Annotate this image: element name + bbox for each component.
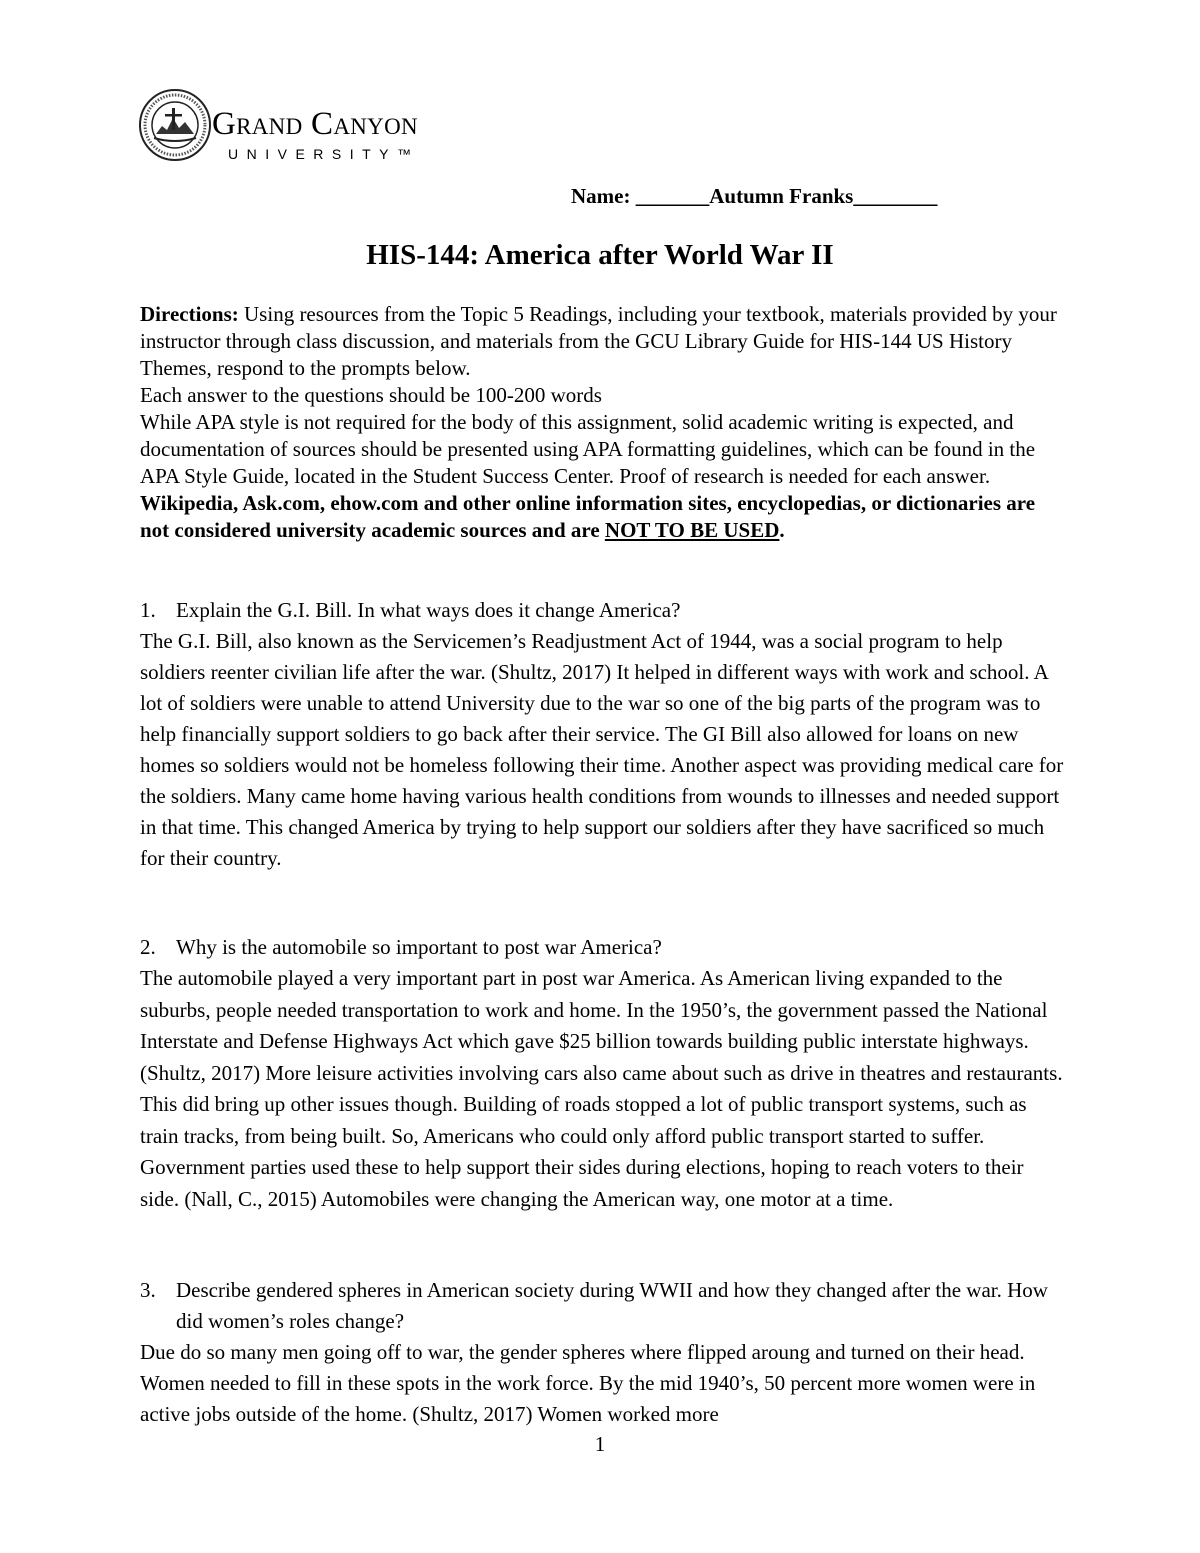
university-logo [138, 88, 458, 163]
question-3-number: 3. [140, 1278, 156, 1302]
word-count-note: Each answer to the questions should be 100-200 words [140, 383, 602, 407]
question-3 [140, 1275, 1065, 1430]
question-2-number: 2. [140, 935, 156, 959]
university-seal-icon [138, 88, 212, 162]
page-title: HIS-144: America after World War II [366, 239, 834, 271]
question-1-text: Explain the G.I. Bill. In what ways does it change America? [176, 598, 681, 622]
answer-3: Due do so many men going off to war, the gender spheres where flipped aroung and turned on their head. Women needed to fill in these spots in the work force. By the mid 1940’s, 50 percent more women were in active jobs outside of the home. (Shultz, 2017) Women worked more [140, 1340, 1036, 1426]
page-number: 1 [594, 1432, 606, 1456]
question-2 [140, 932, 1065, 1215]
sources-warning-end: . [779, 518, 785, 542]
question-3-prompt [140, 1275, 1065, 1337]
directions-paragraph [140, 301, 1065, 382]
question-2-prompt [140, 932, 1065, 963]
question-1-prompt [140, 595, 1065, 626]
logo-subtitle: UNIVERSITY™ [228, 146, 420, 162]
apa-note: While APA style is not required for the body of this assignment, solid academic writing is expected, and documentation of sources should be presented using APA formatting guidelines, which can be found in the APA Style Guide, located in the Student Success Center. Proof of research is needed for each answer. [140, 410, 1036, 488]
logo-wordmark: Grand Canyon [212, 106, 418, 142]
question-1-number: 1. [140, 598, 156, 622]
sources-warning-text: Wikipedia, Ask.com, ehow.com and other online information sites, encyclopedias, or dictionaries are not considered university academic sources and are [140, 491, 1036, 542]
student-name-line [571, 184, 937, 209]
answer-2: The automobile played a very important part in post war America. As American living expanded to the suburbs, people needed transportation to work and home. In the 1950’s, the government passed the National Interstate and Defense Highways Act which gave $25 billion towards building public interstate highways. (Shultz, 2017) More leisure activities involving cars also came about such as drive in theatres and restaurants. This did bring up other issues though. Building of roads stopped a lot of public transport systems, such as train tracks, from being built. So, Americans who could only afford public transport started to suffer. Government parties used these to help support their sides during elections, hoping to reach voters to their side. (Nall, C., 2015) Automobiles were changing the American way, one motor at a time. [140, 966, 1063, 1211]
question-2-text: Why is the automobile so important to post war America? [176, 935, 662, 959]
name-label: Name: [571, 184, 636, 208]
question-3-text: Describe gendered spheres in American society during WWII and how they changed after the war. How did women’s roles change? [176, 1278, 1048, 1333]
answer-1: The G.I. Bill, also known as the Servicemen’s Readjustment Act of 1944, was a social program to help soldiers reenter civilian life after the war. (Shultz, 2017) It helped in different ways with work and school. A lot of soldiers were unable to attend University due to the war so one of the big parts of the program was to help financially support soldiers to go back after their service. The GI Bill also allowed for loans on new homes so soldiers would not be homeless following their time. Another aspect was providing medical care for the soldiers. Many came home having various health conditions from wounds to illnesses and needed support in that time. This changed America by trying to help support our soldiers after they have sacrificed so much for their country. [140, 629, 1064, 870]
directions-text: Using resources from the Topic 5 Readings, including your textbook, materials provided by your instructor through class discussion, and materials from the GCU Library Guide for HIS-144 US History Themes, respond to the prompts below. [140, 302, 1057, 380]
question-1 [140, 595, 1065, 874]
sources-warning-emphasis: NOT TO BE USED [604, 518, 780, 542]
sources-warning [140, 490, 1065, 544]
name-value: _______Autumn Franks________ [635, 184, 938, 208]
directions-section [140, 301, 1065, 544]
directions-label: Directions: [140, 302, 239, 326]
